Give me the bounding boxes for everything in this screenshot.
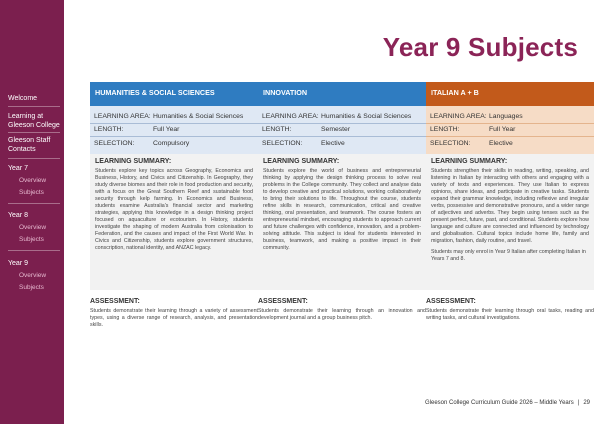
length-value: Full Year <box>489 126 516 134</box>
nav-year9-subjects[interactable]: Subjects <box>19 284 44 291</box>
learning-summary-title: LEARNING SUMMARY: <box>95 157 172 165</box>
subject-header: HUMANITIES & SOCIAL SCIENCES <box>90 82 258 106</box>
subject-meta <box>90 106 258 154</box>
nav-divider <box>8 106 60 107</box>
nav-divider <box>8 203 60 204</box>
nav-year7-subjects[interactable]: Subjects <box>19 189 44 196</box>
learning-area-label: LEARNING AREA: <box>430 112 487 120</box>
assessment-title: ASSESSMENT: <box>258 298 308 305</box>
assessment-title: ASSESSMENT: <box>90 298 140 305</box>
assessment-title: ASSESSMENT: <box>426 298 476 305</box>
learning-area-label: LEARNING AREA: <box>262 112 319 120</box>
length-label: LENGTH: <box>430 126 460 134</box>
learning-area-value: Languages <box>489 112 523 120</box>
subject-card-italian <box>426 82 594 314</box>
subject-card-hss <box>90 82 258 314</box>
nav-divider <box>8 158 60 159</box>
length-label: LENGTH: <box>262 126 292 134</box>
assessment-italian <box>426 298 594 322</box>
nav-year-8[interactable]: Year 8 <box>8 212 28 219</box>
page-number: 29 <box>583 400 590 406</box>
page-footer <box>425 400 590 406</box>
length-label: LENGTH: <box>94 126 124 134</box>
sidebar-nav <box>0 0 64 424</box>
selection-label: SELECTION: <box>430 139 471 147</box>
nav-divider <box>8 132 60 133</box>
nav-divider <box>8 250 60 251</box>
learning-summary-text: Students explore key topics across Geography, Economics and Business, History, and Civics and Citizenship. In Geography, they study diverse biomes and their role in food production and security, with a focus on the Great Southern Reef and sustainable food security through kelp farming. In Economics and Business, students examine Australia's financial sector and marketing strategies, applying this knowledge in a design thinking project focused on aquaculture or ecotourism. In History, students investigate the shaping of modern Australia from colonisation to Federation, and the causes and impact of the First World War. In Civics and Citizenship, students explore government structures, conscription, national identity, and ANZAC legacy. <box>95 167 253 251</box>
nav-learning-at-gleeson[interactable]: Learning at Gleeson College <box>8 113 60 129</box>
selection-label: SELECTION: <box>94 139 135 147</box>
nav-year8-overview[interactable]: Overview <box>19 224 47 231</box>
selection-value: Compulsory <box>153 139 190 147</box>
nav-year-9[interactable]: Year 9 <box>8 260 28 267</box>
footer-separator: | <box>577 400 580 406</box>
learning-area-label: LEARNING AREA: <box>94 112 151 120</box>
subject-card-innovation <box>258 82 426 314</box>
length-value: Full Year <box>153 126 180 134</box>
learning-area-value: Humanities & Social Sciences <box>321 112 412 120</box>
assessment-innovation <box>258 298 426 322</box>
length-value: Semester <box>321 126 351 134</box>
subject-header: INNOVATION <box>258 82 426 106</box>
learning-summary-title: LEARNING SUMMARY: <box>431 157 508 165</box>
footer-text: Gleeson College Curriculum Guide 2026 – Middle Years <box>424 400 574 406</box>
nav-year-7[interactable]: Year 7 <box>8 165 28 172</box>
selection-value: Elective <box>489 139 513 147</box>
nav-year8-subjects[interactable]: Subjects <box>19 236 44 243</box>
nav-staff-contacts[interactable]: Gleeson Staff Contacts <box>8 137 51 153</box>
learning-summary-text: Students strengthen their skills in reading, writing, speaking, and listening in Italian by interacting with others and engaging with a variety of texts and experiences. They use Italian to express opinions, share ideas, and participate in creative tasks. Students expand their grammar knowledge, including reflexive and irregular verbs, possessive and demonstrative pronouns, and a wider range of adjectives and adverbs. They begin using tenses such as the present perfect, future, past, and conditional. Students explore how language and culture are connected and influenced by technology and globalisation. Cultural topics include home life, family and migration, fashion, daily routine, and travel. <box>431 167 589 244</box>
nav-welcome[interactable]: Welcome <box>8 95 38 102</box>
subject-meta <box>426 106 594 154</box>
learning-summary-box <box>258 154 426 290</box>
assessment-text: Students demonstrate their learning through an innovation and development journal and a group business pitch. <box>258 308 426 321</box>
selection-label: SELECTION: <box>262 139 303 147</box>
assessment-text: Students demonstrate their learning through a variety of assessment types, using a diverse range of research, analysis, and presentation skills. <box>90 308 258 328</box>
assessment-text: Students demonstrate their learning through oral tasks, reading and writing tasks, and cultural investigations. <box>426 308 594 321</box>
enrolment-note: Students may only enrol in Year 9 Italian after completing Italian in Years 7 and 8. <box>431 248 586 262</box>
selection-value: Elective <box>321 139 345 147</box>
subject-header: ITALIAN A + B <box>426 82 594 106</box>
learning-area-value: Humanities & Social Sciences <box>153 112 244 120</box>
learning-summary-text: Students explore the world of business and entrepreneurial thinking by applying the design thinking process to solve real problems in the College community. They collect and analyse data to develop creative and practical solutions, working collaboratively to bring their solutions to life. Throughout the course, students refine skills in research, communication, critical and creative thinking, oral presentation, and teamwork. The course fosters an entrepreneurial mindset, encouraging students to approach current and future challenges with confidence, innovation, and a problem-solving attitude. This subject is ideal for students interested in business, teamwork, and making a positive impact in their community. <box>263 167 421 251</box>
learning-summary-box <box>90 154 258 290</box>
learning-summary-box <box>426 154 594 290</box>
subject-meta <box>258 106 426 154</box>
assessment-hss <box>90 298 258 329</box>
learning-summary-title: LEARNING SUMMARY: <box>263 157 340 165</box>
nav-year9-overview[interactable]: Overview <box>19 272 47 279</box>
page-title: Year 9 Subjects <box>382 32 578 62</box>
nav-year7-overview[interactable]: Overview <box>19 177 47 184</box>
